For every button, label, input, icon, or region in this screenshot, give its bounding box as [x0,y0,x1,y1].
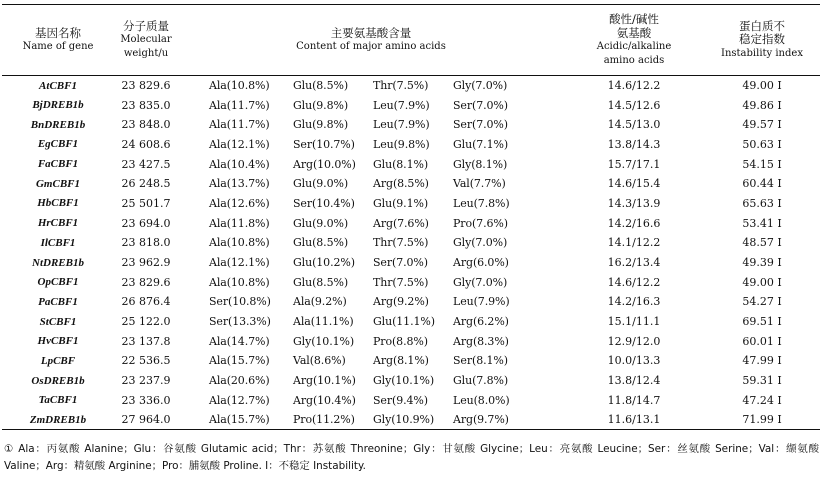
amino-acid-value: Ala(13.7%) [209,177,270,191]
header-aa-zh: 主要氨基酸含量 [330,25,412,40]
header-mw-en2: weight/u [123,47,169,59]
amino-acid-value: Thr(7.5%) [373,236,429,250]
molecular-weight: 23 694.0 [121,216,171,230]
header-acid-en1: Acidic/alkaline [596,41,672,52]
instability-index: 65.63 I [742,196,782,210]
amino-acid-value: Ser(10.8%) [209,295,271,309]
major-amino-acids [178,312,564,332]
amino-acid-value: Arg(10.0%) [293,157,356,171]
major-amino-acids [178,351,564,371]
amino-acid-value: Ala(11.1%) [293,315,354,329]
molecular-weight: 26 876.4 [121,295,171,309]
amino-acid-value: Ser(7.0%) [453,118,508,132]
acidic-alkaline-ratio: 12.9/12.0 [607,334,661,348]
table-row [2,371,820,391]
amino-acid-value: Arg(8.5%) [373,177,429,191]
acidic-alkaline-ratio: 15.1/11.1 [607,315,661,329]
major-amino-acids [178,233,564,253]
amino-acid-value: Ala(11.8%) [209,216,270,230]
amino-acid-value: Arg(10.4%) [293,393,356,407]
amino-acid-value: Glu(9.8%) [293,98,349,112]
major-amino-acids [178,272,564,292]
header-mw-en1: Molecular [120,34,172,46]
header-ii-en: Instability index [721,47,803,59]
amino-acid-value: Ala(12.6%) [209,196,270,210]
gene-name: NtDREB1b [32,256,84,269]
amino-acid-value: Ala(12.7%) [209,393,270,407]
amino-acid-value: Ser(7.0%) [453,98,508,112]
amino-acid-value: Arg(8.1%) [373,354,429,368]
major-amino-acids [178,174,564,194]
molecular-weight: 23 835.0 [121,98,171,112]
amino-acid-value: Glu(10.2%) [293,256,355,270]
amino-acid-value: Leu(9.8%) [373,137,430,151]
major-amino-acids [178,371,564,391]
amino-acid-value: Ala(20.6%) [209,374,270,388]
instability-index: 60.01 I [742,334,782,348]
molecular-weight: 25 501.7 [121,196,171,210]
amino-acid-value: Ala(11.7%) [209,118,270,132]
molecular-weight: 23 427.5 [121,157,171,171]
molecular-weight: 24 608.6 [121,137,171,151]
gene-name: BjDREB1b [32,99,84,112]
amino-acid-value: Thr(7.5%) [373,79,429,93]
amino-acid-value: Glu(7.1%) [453,137,509,151]
gene-name: StCBF1 [39,315,77,328]
acidic-alkaline-ratio: 14.3/13.9 [607,196,661,210]
gene-name: LpCBF [40,354,76,367]
acidic-alkaline-ratio: 14.2/16.6 [607,216,661,230]
amino-acid-value: Ala(9.2%) [293,295,347,309]
table-row [2,391,820,411]
instability-index: 60.44 I [742,177,782,191]
instability-index: 59.31 I [742,374,782,388]
acidic-alkaline-ratio: 14.1/12.2 [607,236,661,250]
molecular-weight: 23 237.9 [121,374,171,388]
molecular-weight: 23 829.6 [121,79,171,93]
amino-acid-value: Leu(8.0%) [453,393,510,407]
amino-acid-value: Leu(7.9%) [373,118,430,132]
instability-index: 49.39 I [742,256,782,270]
major-amino-acids [178,253,564,273]
amino-acid-value: Ser(10.7%) [293,137,355,151]
amino-acid-value: Glu(9.8%) [293,118,349,132]
header-gene-en: Name of gene [22,41,94,52]
amino-acid-value: Gly(7.0%) [453,79,508,93]
acidic-alkaline-ratio: 14.6/15.4 [607,177,661,191]
amino-acid-value: Glu(8.5%) [293,236,349,250]
header-aa [178,5,564,76]
header-acid [564,5,704,76]
amino-acid-value: Ser(9.4%) [373,393,428,407]
amino-acid-value: Val(8.6%) [293,354,346,368]
molecular-weight: 26 248.5 [121,177,171,191]
instability-index: 49.57 I [742,118,782,132]
amino-acid-value: Gly(10.9%) [373,413,435,427]
amino-acid-value: Ala(12.1%) [209,137,270,151]
amino-acid-value: Gly(8.1%) [453,157,508,171]
amino-acid-value: Glu(8.5%) [293,79,349,93]
amino-acid-value: Gly(10.1%) [373,374,435,388]
instability-index: 69.51 I [742,315,782,329]
amino-acid-value: Glu(9.0%) [293,177,349,191]
amino-acid-value: Gly(7.0%) [453,275,508,289]
major-amino-acids [178,391,564,411]
amino-acid-value: Arg(10.1%) [293,374,356,388]
gene-name: HvCBF1 [37,335,79,348]
amino-acid-value: Arg(7.6%) [373,216,429,230]
gene-name: IlCBF1 [40,236,76,249]
table-row [2,174,820,194]
amino-acid-value: Ser(8.1%) [453,354,508,368]
table-row [2,351,820,371]
gene-name: FaCBF1 [37,158,79,171]
table-row [2,115,820,135]
amino-acid-value: Gly(7.0%) [453,236,508,250]
amino-acid-value: Ser(10.4%) [293,196,355,210]
major-amino-acids [178,331,564,351]
header-acid-en2: amino acids [603,54,665,66]
table-row [2,233,820,253]
major-amino-acids [178,135,564,155]
amino-acid-value: Pro(11.2%) [293,413,355,427]
amino-acid-value: Ala(14.7%) [209,334,270,348]
major-amino-acids [178,95,564,115]
instability-index: 47.24 I [742,393,782,407]
acidic-alkaline-ratio: 10.0/13.3 [607,354,661,368]
table-row [2,331,820,351]
instability-index: 49.86 I [742,98,782,112]
molecular-weight: 27 964.0 [114,410,178,430]
header-ii-zh2: 稳定指数 [739,32,785,47]
amino-acid-value: Ser(13.3%) [209,315,271,329]
instability-index: 71.99 I [704,410,820,430]
gene-name: EgCBF1 [37,138,79,151]
gene-name: HbCBF1 [37,197,79,210]
amino-acid-value: Glu(8.1%) [373,157,429,171]
molecular-weight: 23 962.9 [121,256,171,270]
header-acid-zh1: 酸性/碱性 [609,12,659,26]
major-amino-acids [178,292,564,312]
amino-acid-value: Leu(7.8%) [453,196,510,210]
header-ii [704,5,820,76]
gene-name: TaCBF1 [38,394,78,407]
table-row [2,95,820,115]
major-amino-acids [178,115,564,135]
gene-name: HrCBF1 [37,217,79,230]
amino-acid-value: Val(7.7%) [453,177,506,191]
amino-acid-value: Glu(7.8%) [453,374,509,388]
amino-acid-value: Glu(8.5%) [293,275,349,289]
amino-acid-value: Arg(9.7%) [453,413,509,427]
table-row [2,154,820,174]
gene-name: GmCBF1 [35,177,80,190]
footnote: ① Ala：丙氨酸 Alanine；Glu：谷氨酸 Glutamic acid；Thr：苏氨酸 Threonine；Gly：甘氨酸 Glycine；Leu：亮氨酸 Leucine；Ser：丝氨酸 Serine；Val：缬氨酸 Valine；Arg：精氨酸 Arginine；Pro：脯氨酸 Proline. I：不稳定 Instability. [4,443,819,472]
header-mw [114,5,178,76]
molecular-weight: 23 336.0 [121,393,171,407]
header-ii-zh1: 蛋白质不 [739,18,785,33]
acidic-alkaline-ratio: 13.8/12.4 [607,374,661,388]
header-gene-zh: 基因名称 [35,25,81,40]
amino-acid-value: Leu(7.9%) [373,98,430,112]
instability-index: 54.27 I [742,295,782,309]
molecular-weight: 25 122.0 [121,315,171,329]
table-row [2,194,820,214]
molecular-weight: 23 829.6 [121,275,171,289]
molecular-weight: 23 818.0 [121,236,171,250]
acidic-alkaline-ratio: 13.8/14.3 [607,137,661,151]
instability-index: 54.15 I [742,157,782,171]
header-mw-zh: 分子质量 [123,18,169,33]
acidic-alkaline-ratio: 15.7/17.1 [607,157,661,171]
amino-acid-value: Ser(7.0%) [373,256,428,270]
table-row [2,213,820,233]
header-gene [2,5,114,76]
major-amino-acids [178,76,564,96]
acidic-alkaline-ratio: 14.2/16.3 [607,295,661,309]
amino-acid-value: Ala(11.7%) [209,98,270,112]
instability-index: 48.57 I [742,236,782,250]
gene-name: ZmDREB1b [2,410,114,430]
acidic-alkaline-ratio: 11.6/13.1 [564,410,704,430]
table-body [2,76,820,430]
amino-acid-value: Arg(6.0%) [453,256,509,270]
major-amino-acids [178,154,564,174]
amino-acid-value: Gly(10.1%) [293,334,355,348]
table-row [2,76,820,96]
gene-name: OpCBF1 [37,276,79,289]
table-row [2,135,820,155]
acidic-alkaline-ratio: 16.2/13.4 [607,256,661,270]
instability-index: 49.00 I [742,275,782,289]
amino-acid-value: Ala(12.1%) [209,256,270,270]
header-aa-en: Content of major amino acids [296,41,446,52]
table-row [2,253,820,273]
amino-acid-value: Arg(9.2%) [373,295,429,309]
gene-name: OsDREB1b [31,374,85,387]
gene-name: AtCBF1 [39,79,77,92]
acidic-alkaline-ratio: 11.8/14.7 [607,393,661,407]
amino-acid-value: Arg(8.3%) [453,334,509,348]
acidic-alkaline-ratio: 14.6/12.2 [607,275,661,289]
instability-index: 50.63 I [742,137,782,151]
instability-index: 53.41 I [742,216,782,230]
amino-acid-value: Ala(10.8%) [209,79,270,93]
table-row [2,272,820,292]
amino-acid-table [2,4,820,430]
acidic-alkaline-ratio: 14.5/12.6 [607,98,661,112]
amino-acid-value: Glu(9.0%) [293,216,349,230]
amino-acid-value: Thr(7.5%) [373,275,429,289]
gene-name: PaCBF1 [38,295,78,308]
amino-acid-value: Ala(15.7%) [209,413,270,427]
instability-index: 49.00 I [742,79,782,93]
molecular-weight: 23 848.0 [121,118,171,132]
amino-acid-value: Pro(8.8%) [373,334,428,348]
amino-acid-value: Ala(10.8%) [209,236,270,250]
acidic-alkaline-ratio: 14.6/12.2 [607,79,661,93]
amino-acid-value: Glu(9.1%) [373,196,429,210]
molecular-weight: 22 536.5 [121,354,171,368]
amino-acid-value: Glu(11.1%) [373,315,435,329]
major-amino-acids [178,410,564,430]
table-header [2,5,820,76]
amino-acid-value: Ala(10.4%) [209,157,270,171]
major-amino-acids [178,194,564,214]
table-row [2,292,820,312]
molecular-weight: 23 137.8 [121,334,171,348]
header-acid-zh2: 氨基酸 [616,25,652,40]
table-row [2,410,820,430]
amino-acid-value: Arg(6.2%) [453,315,509,329]
amino-acid-value: Leu(7.9%) [453,295,510,309]
amino-acid-value: Ala(15.7%) [209,354,270,368]
acidic-alkaline-ratio: 14.5/13.0 [607,118,661,132]
table-row [2,312,820,332]
gene-name: BnDREB1b [30,118,86,131]
instability-index: 47.99 I [742,354,782,368]
amino-acid-value: Pro(7.6%) [453,216,508,230]
major-amino-acids [178,213,564,233]
amino-acid-value: Ala(10.8%) [209,275,270,289]
